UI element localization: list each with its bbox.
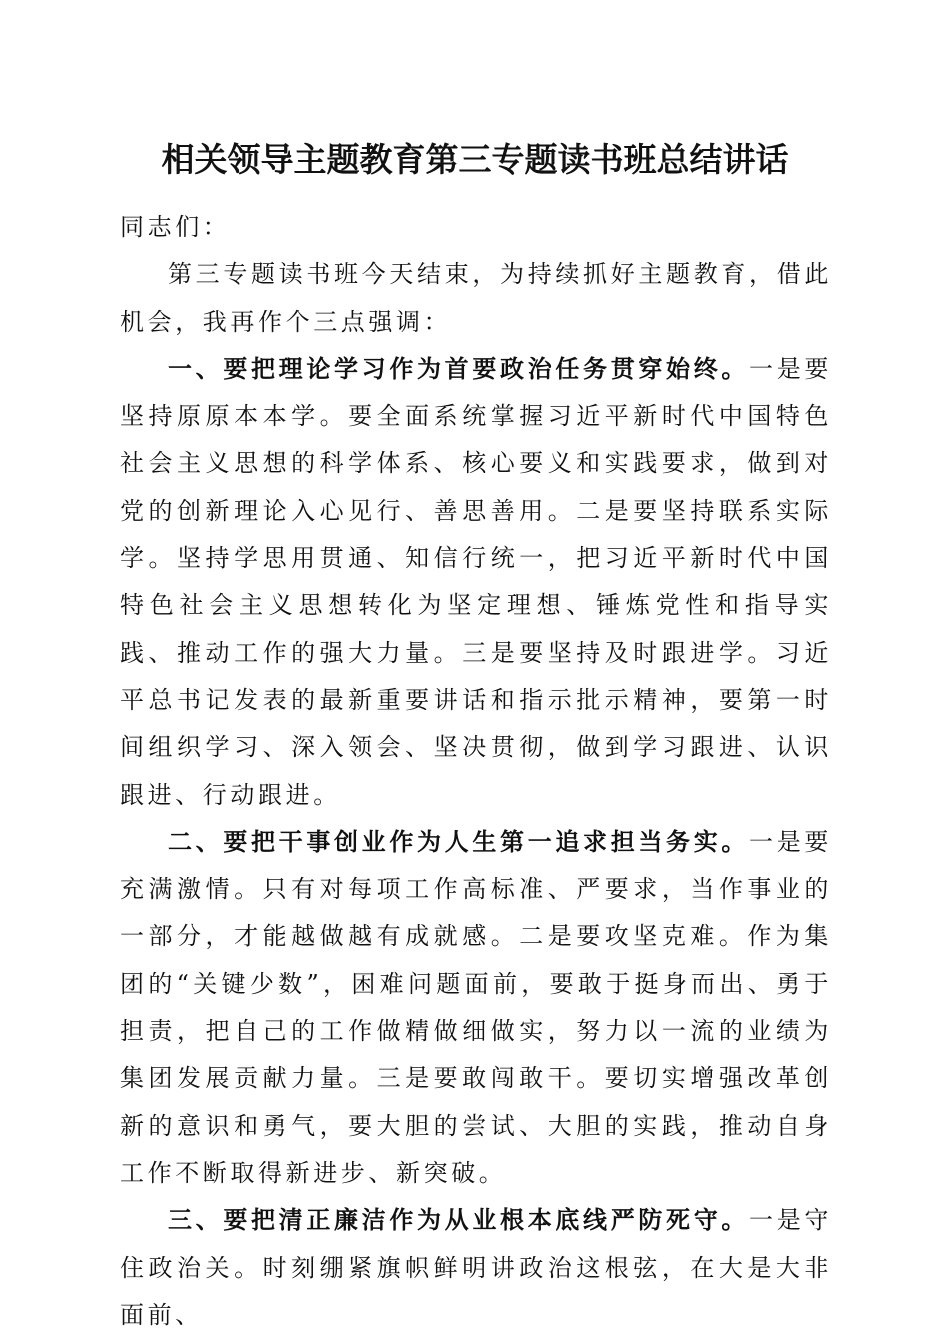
document-title: 相关领导主题教育第三专题读书班总结讲话 <box>161 140 789 179</box>
section-heading-1: 一、要把理论学习作为首要政治任务贯穿始终。 <box>168 354 750 383</box>
section-text-2: 一是要充满激情。只有对每项工作高标准、严要求，当作事业的一部分，才能越做越有成就感。二是要攻坚克难。作为集团的“关键少数”，困难问题面前，要敢于挺身而出、勇于担责，把自己的工作做精做细做实，努力以一流的业绩为集团发展贡献力量。三是要敢闯敢干。要切实增强改革创新的意识和勇气，要大胆的尝试、大胆的实践，推动自身工作不断取得新进步、新突破。 <box>120 827 832 1187</box>
intro-paragraph: 第三专题读书班今天结束，为持续抓好主题教育，借此机会，我再作个三点强调： <box>120 260 832 336</box>
section-paragraph-1 <box>120 346 832 819</box>
salutation: 同志们： <box>120 213 231 241</box>
document-body <box>120 204 832 1339</box>
section-paragraph-3 <box>120 1197 832 1339</box>
section-text-3: 一是守住政治关。时刻绷紧旗帜鲜明讲政治这根弦，在大是大非面前、 <box>120 1206 832 1329</box>
section-heading-3: 三、要把清正廉洁作为从业根本底线严防死守。 <box>168 1206 750 1235</box>
section-paragraph-2 <box>120 819 832 1197</box>
section-heading-2: 二、要把干事创业作为人生第一追求担当务实。 <box>168 827 750 856</box>
section-text-1: 一是要坚持原原本本学。要全面系统掌握习近平新时代中国特色社会主义思想的科学体系、核心要义和实践要求，做到对党的创新理论入心见行、善思善用。二是要坚持联系实际学。坚持学思用贯通、知信行统一，把习近平新时代中国特色社会主义思想转化为坚定理想、锤炼党性和指导实践、推动工作的强大力量。三是要坚持及时跟进学。习近平总书记发表的最新重要讲话和指示批示精神，要第一时间组织学习、深入领会、坚决贯彻，做到学习跟进、认识跟进、行动跟进。 <box>120 354 832 809</box>
